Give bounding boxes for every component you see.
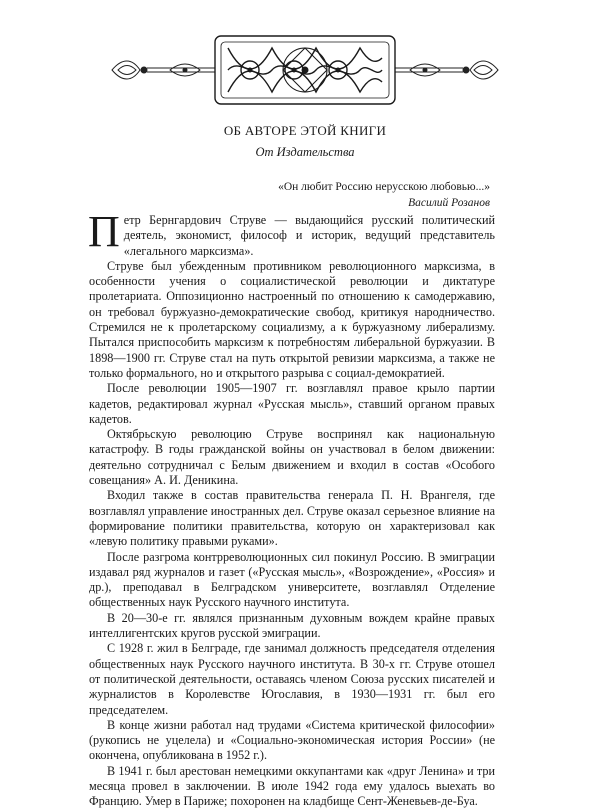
paragraph-2: Струве был убежденным противником революционного марксизма, в особенности учения о социалистической революции и диктатуре пролетариата. Оппозиционно настроенный по отношению к самодержавию, он требовал буржуазно-демократические свобод, критикуя народничество. Стремился не к пролетарскому социализму, а к буржуазному либерализму. Пытался приспособить марксизм к потребностям либеральной буржуазии. В 1898—1900 гг. Струве стал на путь открытой ревизии марксизма, а также не только формального, но и открытого разрыва с социал-демократией. <box>89 258 495 380</box>
paragraph-3: После революции 1905—1907 гг. возглавлял правое крыло партии кадетов, редактировал журнал «Русская мысль», ставший органом правых кадетов. <box>89 381 495 426</box>
paragraph-7: В 20—30-е гг. являлся признанным духовным вождем крайне правых интеллигентских кругов русской эмиграции. <box>89 610 495 641</box>
decorative-ornament <box>110 28 500 112</box>
page-subtitle: От Издательства <box>255 145 355 159</box>
epigraph-author: Василий Розанов <box>408 197 490 209</box>
epigraph-quote: «Он любит Россию нерусскою любовью...» <box>278 181 490 193</box>
page-title: ОБ АВТОРЕ ЭТОЙ КНИГИ <box>223 123 387 138</box>
paragraph-10: В 1941 г. был арестован немецкими оккупантами как «друг Ленина» и три месяца провел в заключении. В июле 1942 года ему удалось выехать во Францию. Умер в Париже; похоронен на кладбище Сент-Женевьев-де-Буа. <box>89 763 495 809</box>
paragraph-8: С 1928 г. жил в Белграде, где занимал должность председателя отделения общественных наук Русского научного института. В 30-х гг. Струве отошел от политической деятельности, оставаясь членом Союза русских писателей и журналистов в Королевстве Югославия, в 1930—1931 гг. был его председателем. <box>89 641 495 717</box>
epigraph <box>278 179 490 211</box>
paragraph-4: Октябрьскую революцию Струве воспринял как национальную катастрофу. В годы гражданской войны он участвовал в белом движении: деятельно сотрудничал с Белым движением и входил в состав «Особого совещания» А. И. Деникина. <box>89 427 495 488</box>
paragraph-5: Входил также в состав правительства генерала П. Н. Врангеля, где возглавлял управление иностранных дел. Струве оказал серьезное влияние на формирование политики правительства, которую он характеризовал как «левую политику правыми руками». <box>89 488 495 549</box>
drop-cap: П <box>88 207 120 256</box>
paragraph-1: Петр Бернгардович Струве — выдающийся русский политический деятель, экономист, философ и историк, ведущий представитель «легального марксизма». <box>88 207 495 258</box>
paragraph-6: После разгрома контрреволюционных сил покинул Россию. В эмиграции издавал ряд журналов и газет («Русская мысль», «Возрождение», «Россия» и др.), преподавал в Белградском университете, возглавлял Отделение общественных наук Русского научного института. <box>89 549 495 610</box>
article-body <box>88 207 495 810</box>
paragraph-9: В конце жизни работал над трудами «Система критической философии» (рукопись не уцелела) и «Социально-экономическая история России» (не окончена, опубликована в 1952 г.). <box>89 717 495 763</box>
